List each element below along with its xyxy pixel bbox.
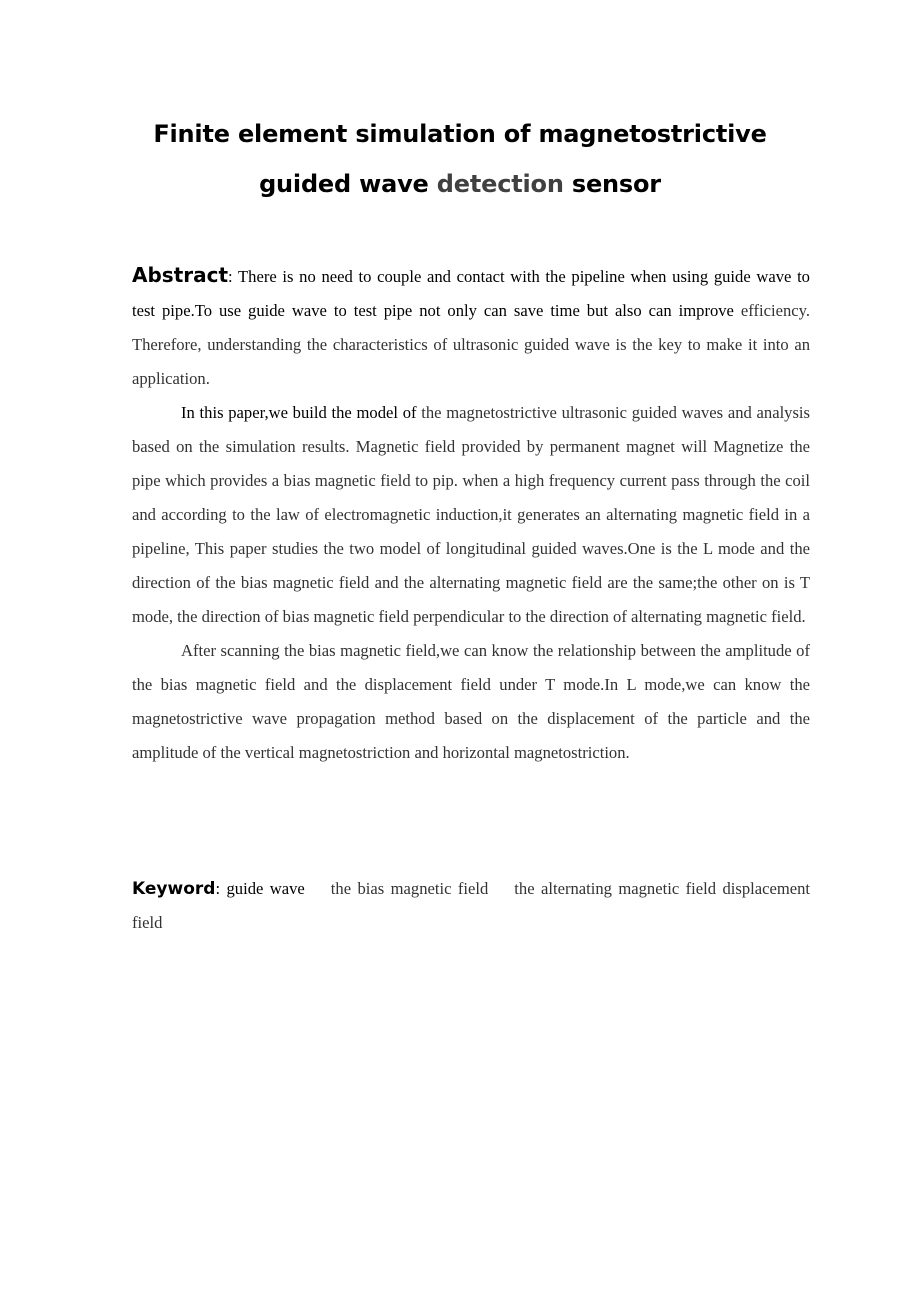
title-text-after: sensor [563,170,661,198]
abstract-p2-dark: In this paper,we build the model of [181,403,417,422]
abstract-paragraph-1 [132,258,810,396]
paper-title-line-2 [110,169,810,199]
keyword-section [132,872,810,940]
keyword-label: Keyword [132,879,216,899]
abstract-label: Abstract [132,263,229,287]
title-text-before: guided wave [259,170,437,198]
abstract-paragraph-3 [132,634,810,770]
abstract-p1-gray: efficiency. Therefore, understanding the characteristics of ultrasonic guided wave is the key to make it into an application. [132,301,810,388]
keyword-item: guide wave [226,879,305,898]
keyword-item: the alternating magnetic field [514,879,717,898]
title-text-accent: detection [436,170,564,198]
title-text-line-1: Finite element simulation of magnetostrictive [153,120,767,148]
keyword-item: the bias magnetic field [330,879,489,898]
abstract-colon: : [228,267,239,286]
keyword-colon: : [215,879,227,898]
paper-title-line-1 [110,119,810,149]
keyword-paragraph [132,872,810,940]
abstract-p2-gray: the magnetostrictive ultrasonic guided waves and analysis based on the simulation results. Magnetic field provided by permanent magnet will Magnetize the pipe which provides a bias magnetic field to pip. when a high frequency current pass through the coil and according to the law of electromagnetic induction,it generates an alternating magnetic field in a pipeline, This paper studies the two model of longitudinal guided waves.One is the L mode and the direction of the bias magnetic field and the alternating magnetic field are the same;the other on is T mode, the direction of bias magnetic field perpendicular to the direction of alternating magnetic field. [132,403,810,626]
abstract-paragraph-2 [132,396,810,634]
abstract-p1-dark: There is no need to couple and contact with the pipeline when using guide wave to test pipe.To use guide wave to test pipe not only can save time but also can improve [132,267,810,320]
keyword-item: displacement field [132,879,810,932]
abstract-p3: After scanning the bias magnetic field,we can know the relationship between the amplitude of the bias magnetic field and the displacement field under T mode.In L mode,we can know the magnetostrictive wave propagation method based on the displacement of the particle and the amplitude of the vertical magnetostriction and horizontal magnetostriction. [132,641,810,762]
abstract-section [132,258,810,770]
